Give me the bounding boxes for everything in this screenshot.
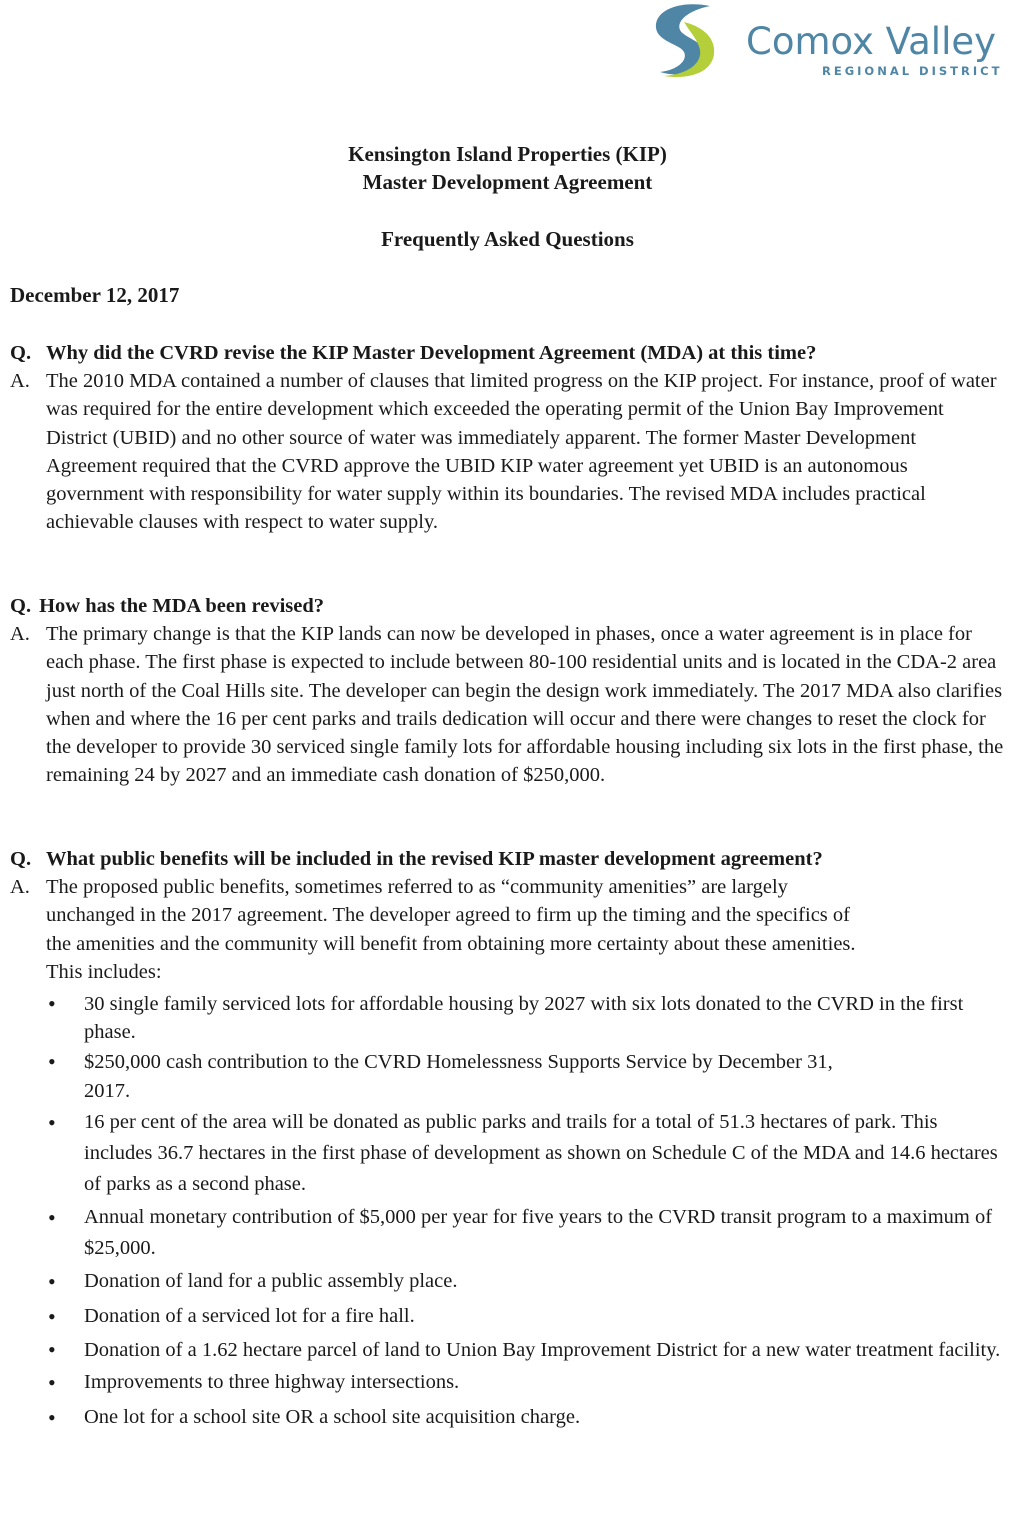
benefits-list (10, 990, 1010, 1435)
answer-text: The primary change is that the KIP lands can now be developed in phases, once a water agreement is in place for each phase. The first phase is expected to include between 80-100 residential units and is located in the CDA-2 area just north of the Coal Hills site. The developer can begin the design work immediately. The 2017 MDA also clarifies when and where the 16 per cent parks and trails dedication will occur and there were changes to reset the clock for the developer to provide 30 serviced single family lots for affordable housing including six lots in the first phase, the remaining 24 by 2027 and an immediate cash donation of $250,000. (46, 623, 1004, 787)
q-label: Q. (10, 595, 32, 617)
bullet-icon (10, 1202, 84, 1264)
answer-text: The proposed public benefits, sometimes referred to as “community amenities” are largely unchanged in the 2017 agreement. The developer agreed to firm up the timing and the specifics of the amenities and the community will benefit from obtaining more certainty about these amenities. This includes: (46, 876, 856, 983)
swoosh-s-icon (650, 0, 742, 80)
list-item: • Donation of a serviced lot for a fire hall. (10, 1301, 1010, 1334)
bullet-icon (10, 1402, 84, 1435)
question-text: Why did the CVRD revise the KIP Master Development Agreement (MDA) at this time? (46, 342, 817, 364)
list-item: • Donation of land for a public assembly place. (10, 1266, 1010, 1299)
list-item: • One lot for a school site OR a school site acquisition charge. (10, 1402, 1010, 1435)
bullet-icon (10, 1301, 84, 1334)
answer (10, 620, 1010, 789)
question (10, 339, 1010, 367)
a-label: A. (10, 370, 30, 393)
q-label: Q. (10, 848, 32, 870)
faq-item-1 (10, 339, 1010, 536)
bullet-icon (10, 1367, 84, 1400)
logo-name: Comox Valley (746, 20, 997, 63)
a-label: A. (10, 623, 30, 646)
list-item: • 30 single family serviced lots for affordable housing by 2027 with six lots donated to the CVRD in the first phase. (10, 990, 1010, 1046)
question-text: What public benefits will be included in the revised KIP master development agreement? (46, 848, 823, 870)
question (10, 845, 1010, 873)
document-date: December 12, 2017 (10, 283, 180, 307)
answer (10, 367, 1010, 536)
faq-item-2 (10, 592, 1010, 789)
document-title-line2: Master Development Agreement (362, 170, 653, 194)
bullet-icon (10, 1336, 84, 1365)
answer (10, 873, 1010, 986)
bullet-icon (10, 1266, 84, 1299)
a-label: A. (10, 876, 30, 899)
list-item: • Improvements to three highway intersections. (10, 1367, 1010, 1400)
list-item: • $250,000 cash contribution to the CVRD Homelessness Supports Service by December 31, 2017. (10, 1048, 1010, 1104)
bullet-icon (10, 990, 84, 1046)
document-subtitle: Frequently Asked Questions (381, 227, 634, 251)
list-item: • 16 per cent of the area will be donated as public parks and trails for a total of 51.3 hectares of park. This includes 36.7 hectares in the first phase of development as shown on Schedule C of the MDA and 14.6 hectares of parks as a second phase. (10, 1107, 1010, 1200)
document-title-line1: Kensington Island Properties (KIP) (348, 142, 667, 166)
faq-item-3 (10, 845, 1010, 1437)
question (10, 592, 1010, 620)
list-item: • Donation of a 1.62 hectare parcel of land to Union Bay Improvement District for a new water treatment facility. (10, 1336, 1010, 1365)
question-text: How has the MDA been revised? (39, 595, 324, 617)
cvrd-logo (650, 0, 1010, 80)
list-item: • Annual monetary contribution of $5,000 per year for five years to the CVRD transit program to a maximum of $25,000. (10, 1202, 1010, 1264)
logo-subtitle: REGIONAL DISTRICT (822, 64, 1003, 78)
bullet-icon (10, 1048, 84, 1104)
answer-text: The 2010 MDA contained a number of clauses that limited progress on the KIP project. For instance, proof of water was required for the entire development which exceeded the operating permit of the Union Bay Improvement District (UBID) and no other source of water was immediately apparent. The former Master Development Agreement required that the CVRD approve the UBID KIP water agreement yet UBID is an autonomous government with responsibility for water supply within its boundaries. The revised MDA includes practical achievable clauses with respect to water supply. (46, 370, 997, 534)
q-label: Q. (10, 342, 32, 364)
bullet-icon (10, 1107, 84, 1200)
